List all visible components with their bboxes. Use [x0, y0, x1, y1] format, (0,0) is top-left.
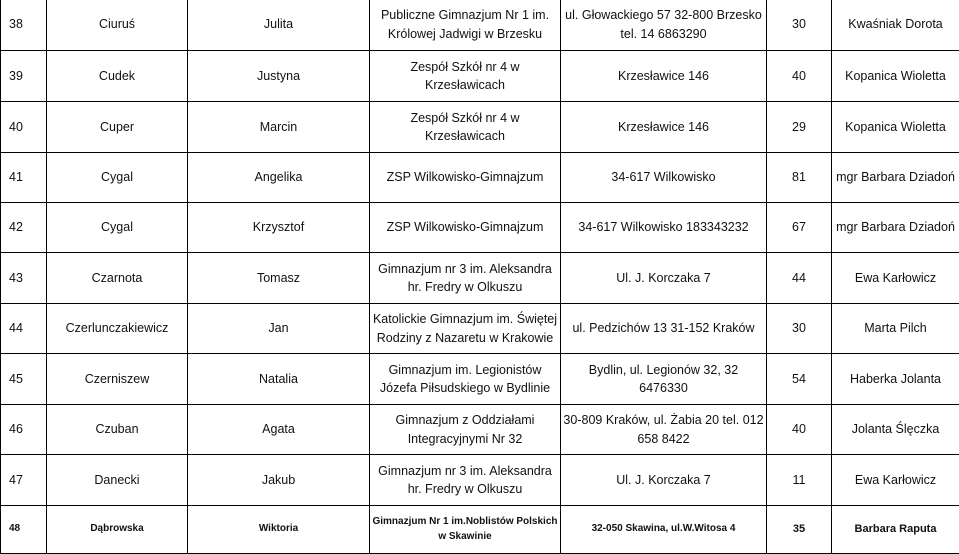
school: Gimnazjum Nr 1 im.Noblistów Polskich w Skawinie: [370, 506, 561, 554]
table-row: [1, 405, 959, 455]
row-number: 47: [1, 455, 47, 506]
row-number: 48: [1, 506, 47, 554]
address: ul. Pedzichów 13 31-152 Kraków: [561, 304, 767, 354]
address: Krzesławice 146: [561, 51, 767, 102]
address: Krzesławice 146: [561, 102, 767, 153]
table-row: [1, 102, 959, 153]
teacher: mgr Barbara Dziadoń: [832, 153, 959, 203]
school: Publiczne Gimnazjum Nr 1 im. Królowej Jadwigi w Brzesku: [370, 0, 561, 51]
first-name: Justyna: [188, 51, 370, 102]
table-row: [1, 506, 959, 554]
teacher: mgr Barbara Dziadoń: [832, 203, 959, 253]
school: ZSP Wilkowisko-Gimnajzum: [370, 153, 561, 203]
first-name: Angelika: [188, 153, 370, 203]
surname: Dąbrowska: [47, 506, 188, 554]
school: ZSP Wilkowisko-Gimnajzum: [370, 203, 561, 253]
school: Gimnazjum z Oddziałami Integracyjnymi Nr 32: [370, 405, 561, 455]
surname: Ciuruś: [47, 0, 188, 51]
school: Gimnazjum nr 3 im. Aleksandra hr. Fredry w Olkuszu: [370, 455, 561, 506]
surname: Danecki: [47, 455, 188, 506]
points: 30: [767, 304, 832, 354]
teacher: Jolanta Ślęczka: [832, 405, 959, 455]
first-name: Marcin: [188, 102, 370, 153]
points: 67: [767, 203, 832, 253]
points: 40: [767, 405, 832, 455]
school: Gimnazjum im. Legionistów Józefa Piłsudskiego w Bydlinie: [370, 354, 561, 405]
table-row: [1, 203, 959, 253]
surname: Czerniszew: [47, 354, 188, 405]
address: Ul. J. Korczaka 7: [561, 455, 767, 506]
first-name: Wiktoria: [188, 506, 370, 554]
table-row: [1, 0, 959, 51]
teacher: Kopanica Wioletta: [832, 102, 959, 153]
first-name: Jakub: [188, 455, 370, 506]
address: Bydlin, ul. Legionów 32, 32 6476330: [561, 354, 767, 405]
teacher: Marta Pilch: [832, 304, 959, 354]
first-name: Jan: [188, 304, 370, 354]
first-name: Julita: [188, 0, 370, 51]
address: ul. Głowackiego 57 32-800 Brzesko tel. 14 6863290: [561, 0, 767, 51]
row-number: 45: [1, 354, 47, 405]
row-number: 42: [1, 203, 47, 253]
row-number: 46: [1, 405, 47, 455]
first-name: Tomasz: [188, 253, 370, 304]
address: 30-809 Kraków, ul. Żabia 20 tel. 012 658 8422: [561, 405, 767, 455]
points: 30: [767, 0, 832, 51]
row-number: 43: [1, 253, 47, 304]
points: 11: [767, 455, 832, 506]
surname: Cuper: [47, 102, 188, 153]
row-number: 38: [1, 0, 47, 51]
school: Gimnazjum nr 3 im. Aleksandra hr. Fredry w Olkuszu: [370, 253, 561, 304]
table-row: [1, 253, 959, 304]
points: 54: [767, 354, 832, 405]
first-name: Natalia: [188, 354, 370, 405]
table-row: [1, 51, 959, 102]
points: 29: [767, 102, 832, 153]
surname: Cygal: [47, 153, 188, 203]
teacher: Kopanica Wioletta: [832, 51, 959, 102]
address: 34-617 Wilkowisko 183343232: [561, 203, 767, 253]
points: 35: [767, 506, 832, 554]
school: Zespół Szkół nr 4 w Krzesławicach: [370, 102, 561, 153]
address: 34-617 Wilkowisko: [561, 153, 767, 203]
teacher: Kwaśniak Dorota: [832, 0, 959, 51]
row-number: 41: [1, 153, 47, 203]
points: 44: [767, 253, 832, 304]
table-row: [1, 455, 959, 506]
teacher: Haberka Jolanta: [832, 354, 959, 405]
address: 32-050 Skawina, ul.W.Witosa 4: [561, 506, 767, 554]
table-row: [1, 354, 959, 405]
row-number: 44: [1, 304, 47, 354]
surname: Cudek: [47, 51, 188, 102]
row-number: 40: [1, 102, 47, 153]
teacher: Ewa Karłowicz: [832, 253, 959, 304]
surname: Cygal: [47, 203, 188, 253]
teacher: Barbara Raputa: [832, 506, 959, 554]
school: Katolickie Gimnazjum im. Świętej Rodziny z Nazaretu w Krakowie: [370, 304, 561, 354]
points: 81: [767, 153, 832, 203]
table-row: [1, 153, 959, 203]
first-name: Krzysztof: [188, 203, 370, 253]
surname: Czerlunczakiewicz: [47, 304, 188, 354]
teacher: Ewa Karłowicz: [832, 455, 959, 506]
points: 40: [767, 51, 832, 102]
first-name: Agata: [188, 405, 370, 455]
row-number: 39: [1, 51, 47, 102]
surname: Czuban: [47, 405, 188, 455]
surname: Czarnota: [47, 253, 188, 304]
school: Zespół Szkół nr 4 w Krzesławicach: [370, 51, 561, 102]
table-row: [1, 304, 959, 354]
address: Ul. J. Korczaka 7: [561, 253, 767, 304]
